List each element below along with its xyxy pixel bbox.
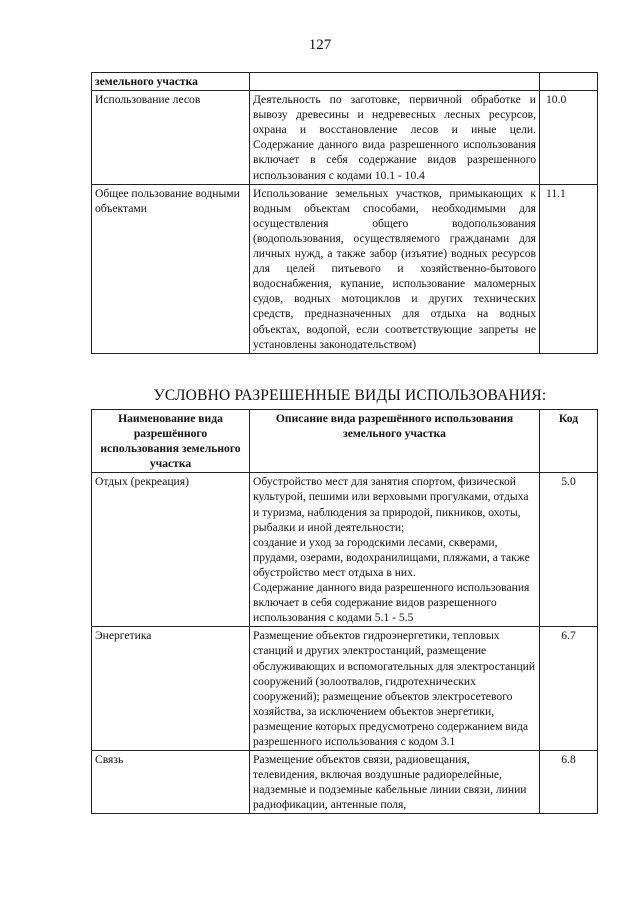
use-description-cell: Деятельность по заготовке, первичной обработке и вывозу древесины и недревесных лесных ресурсов, охрана и восстановление лесов и иные цели. Содержание данного вида разрешенного использования включает в себя содержание видов разрешенного использования с кодами 10.1 - 10.4 — [250, 91, 540, 185]
description-paragraph: Содержание данного вида разрешенного использования включает в себя содержание видов разрешенного использования с кодами 5.1 - 5.5 — [253, 581, 530, 625]
continued-header-cell: земельного участка — [92, 73, 250, 91]
use-name-cell: Отдых (рекреация) — [92, 473, 250, 627]
table-row — [92, 91, 598, 185]
header-code: Код — [540, 410, 598, 473]
empty-cell — [540, 73, 598, 91]
table-row — [92, 627, 598, 751]
use-code-cell: 6.7 — [540, 627, 598, 751]
use-description-cell: Размещение объектов связи, радиовещания, телевидения, включая воздушные радиорелейные, надземные и подземные кабельные линии связи, линии радиофикации, антенные поля, — [250, 751, 540, 814]
description-paragraph: Обустройство мест для занятия спортом, физической культурой, пешими или верховыми прогулками, отдыха и туризма, наблюдения за природой, пикников, охоты, рыбалки и иной деятельности; — [253, 475, 529, 534]
description-paragraph: создание и уход за городскими лесами, скверами, прудами, озерами, водохранилищами, пляжами, а также обустройство мест отдыха в них. — [253, 535, 530, 579]
use-description-cell — [250, 473, 540, 627]
use-name-cell: Энергетика — [92, 627, 250, 751]
use-description-cell: Использование земельных участков, примыкающих к водным объектам способами, необходимыми для осуществления общего водопользования (водопользования, осуществляемого гражданами для личных нужд, а также забор (изъятие) водных ресурсов для целей питьевого и хозяйственно-бытового водоснабжения, купание, использование маломерных судов, водных мотоциклов и других технических средств, предназначенных для отдыха на водных объектах, водопой, если соответствующие запреты не установлены законодательством) — [250, 184, 540, 353]
section-title: УСЛОВНО РАЗРЕШЕННЫЕ ВИДЫ ИСПОЛЬЗОВАНИЯ: — [153, 387, 547, 404]
empty-cell — [250, 73, 540, 91]
use-name-cell: Использование лесов — [92, 91, 250, 185]
header-description: Описание вида разрешённого использования земельного участка — [250, 410, 540, 473]
page-number: 127 — [308, 37, 332, 53]
conditional-uses-table — [91, 409, 598, 814]
top-table — [91, 72, 598, 354]
table-row — [92, 184, 598, 353]
table-row — [92, 73, 598, 91]
use-name-cell: Общее пользование водными объектами — [92, 184, 250, 353]
use-code-cell: 6.8 — [540, 751, 598, 814]
table-row — [92, 751, 598, 814]
use-code-cell: 11.1 — [540, 184, 598, 353]
table-header-row — [92, 410, 598, 473]
header-name: Наименование вида разрешённого использования земельного участка — [92, 410, 250, 473]
use-name-cell: Связь — [92, 751, 250, 814]
use-description-cell: Размещение объектов гидроэнергетики, тепловых станций и других электростанций, размещение обслуживающих и вспомогательных для электростанций сооружений (золоотвалов, гидротехнических сооружений); размещение объектов электросетевого хозяйства, за исключением объектов энергетики, размещение которых предусмотрено содержанием вида разрешенного использования с кодом 3.1 — [250, 627, 540, 751]
table-row — [92, 473, 598, 627]
use-code-cell: 5.0 — [540, 473, 598, 627]
use-code-cell: 10.0 — [540, 91, 598, 185]
